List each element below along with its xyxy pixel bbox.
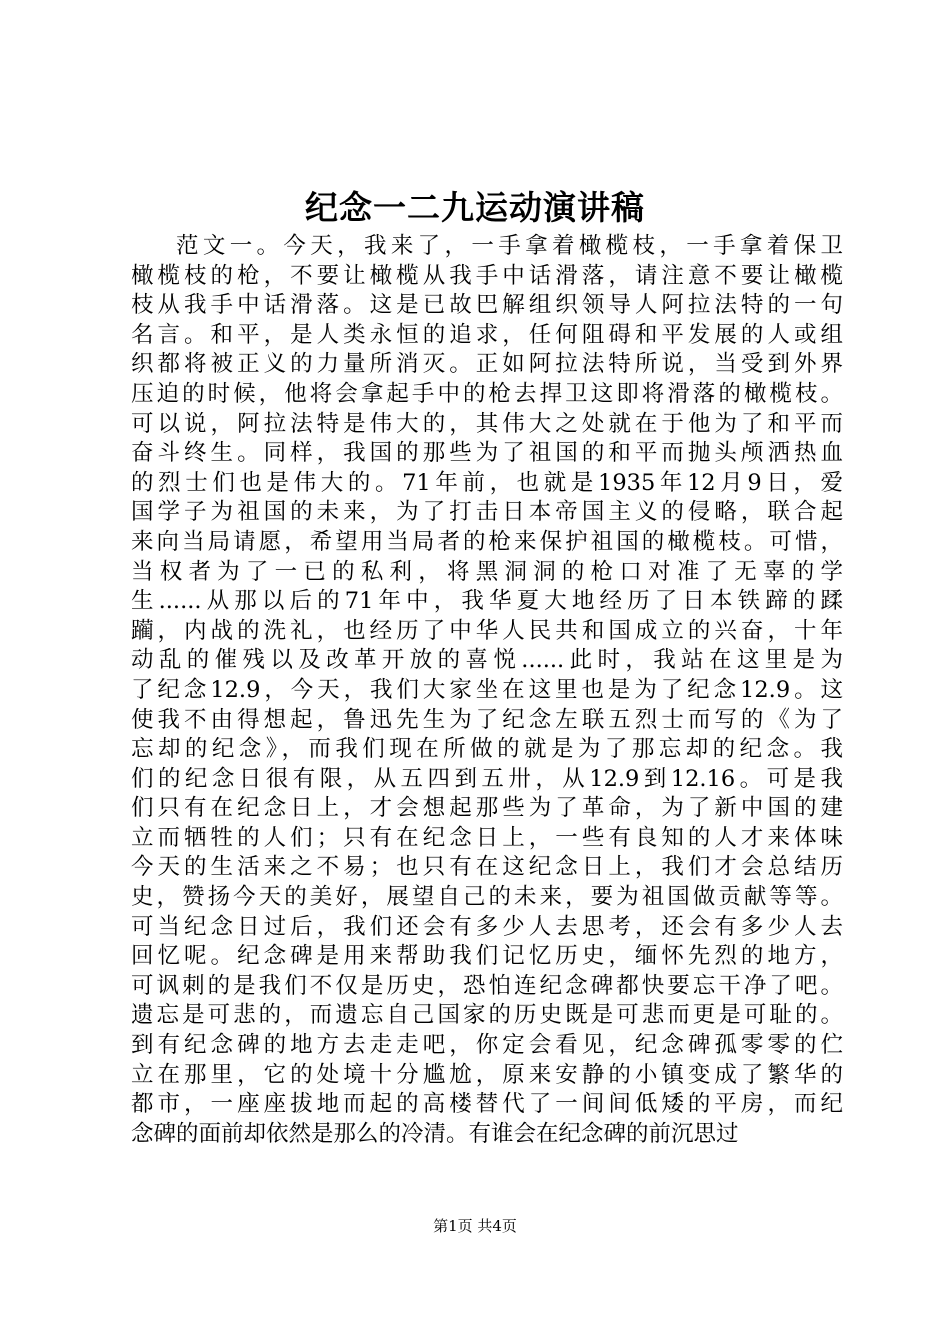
- text-line: 们只有在纪念日上，才会想起那些为了革命，为了新中国的建: [131, 795, 843, 822]
- text-line: 遗忘是可悲的，而遗忘自己国家的历史既是可悲而更是可耻的。: [131, 1002, 843, 1029]
- text-line: 了纪念12.9，今天，我们大家坐在这里也是为了纪念12.9。这: [131, 676, 843, 703]
- text-line: 织都将被正义的力量所消灭。正如阿拉法特所说，当受到外界: [131, 351, 843, 378]
- text-line: 今天的生活来之不易；也只有在这纪念日上，我们才会总结历: [131, 854, 843, 881]
- text-line: 当权者为了一已的私利，将黑洞洞的枪口对准了无辜的学: [131, 558, 843, 585]
- text-line: 枝从我手中话滑落。这是已故巴解组织领导人阿拉法特的一句: [131, 292, 843, 319]
- text-line: 史，赞扬今天的美好，展望自己的未来，要为祖国做贡献等等。: [131, 884, 843, 911]
- text-line: 忘却的纪念》，而我们现在所做的就是为了那忘却的纪念。我: [131, 736, 843, 763]
- text-line: 压迫的时候，他将会拿起手中的枪去捍卫这即将滑落的橄榄枝。: [131, 380, 843, 407]
- text-line: 可当纪念日过后，我们还会有多少人去思考，还会有多少人去: [131, 913, 843, 940]
- text-line: 回忆呢。纪念碑是用来帮助我们记忆历史，缅怀先烈的地方，: [131, 943, 843, 970]
- body-text: [131, 232, 843, 1149]
- text-line: 橄榄枝的枪，不要让橄榄从我手中话滑落，请注意不要让橄榄: [131, 262, 843, 289]
- text-line: 立而牺牲的人们；只有在纪念日上，一些有良知的人才来体味: [131, 824, 843, 851]
- document-title: 纪念一二九运动演讲稿: [305, 188, 645, 227]
- text-line: 的烈士们也是伟大的。71年前，也就是1935年12月9日，爱: [131, 469, 843, 496]
- text-line: 奋斗终生。同样，我国的那些为了祖国的和平而抛头颅洒热血: [131, 440, 843, 467]
- text-line: 名言。和平，是人类永恒的追求，任何阻碍和平发展的人或组: [131, 321, 843, 348]
- text-line: 可以说，阿拉法特是伟大的，其伟大之处就在于他为了和平而: [131, 410, 843, 437]
- text-line: 生......从那以后的71年中，我华夏大地经历了日本铁蹄的蹂: [131, 588, 843, 615]
- text-line: 躏，内战的洗礼，也经历了中华人民共和国成立的兴奋，十年: [131, 617, 843, 644]
- text-line: 国学子为祖国的未来，为了打击日本帝国主义的侵略，联合起: [131, 499, 843, 526]
- text-line: 们的纪念日很有限，从五四到五卅，从12.9到12.16。可是我: [131, 765, 843, 792]
- text-line: 到有纪念碑的地方去走走吧，你定会看见，纪念碑孤零零的伫: [131, 1032, 843, 1059]
- text-line: 动乱的催残以及改革开放的喜悦......此时，我站在这里是为: [131, 647, 843, 674]
- text-line: 念碑的面前却依然是那么的冷清。有谁会在纪念碑的前沉思过: [131, 1120, 739, 1147]
- text-line: 使我不由得想起，鲁迅先生为了纪念左联五烈士而写的《为了: [131, 706, 843, 733]
- text-line: 立在那里，它的处境十分尴尬，原来安静的小镇变成了繁华的: [131, 1061, 843, 1088]
- text-line: 范文一。今天，我来了，一手拿着橄榄枝，一手拿着保卫: [176, 233, 843, 259]
- page-number: 第1页 共4页: [433, 1217, 517, 1235]
- text-line: 可讽刺的是我们不仅是历史，恐怕连纪念碑都快要忘干净了吧。: [131, 972, 843, 999]
- text-line: 来向当局请愿，希望用当局者的枪来保护祖国的橄榄枝。可惜，: [131, 528, 843, 555]
- text-line: 都市，一座座拔地而起的高楼替代了一间间低矮的平房，而纪: [131, 1091, 843, 1118]
